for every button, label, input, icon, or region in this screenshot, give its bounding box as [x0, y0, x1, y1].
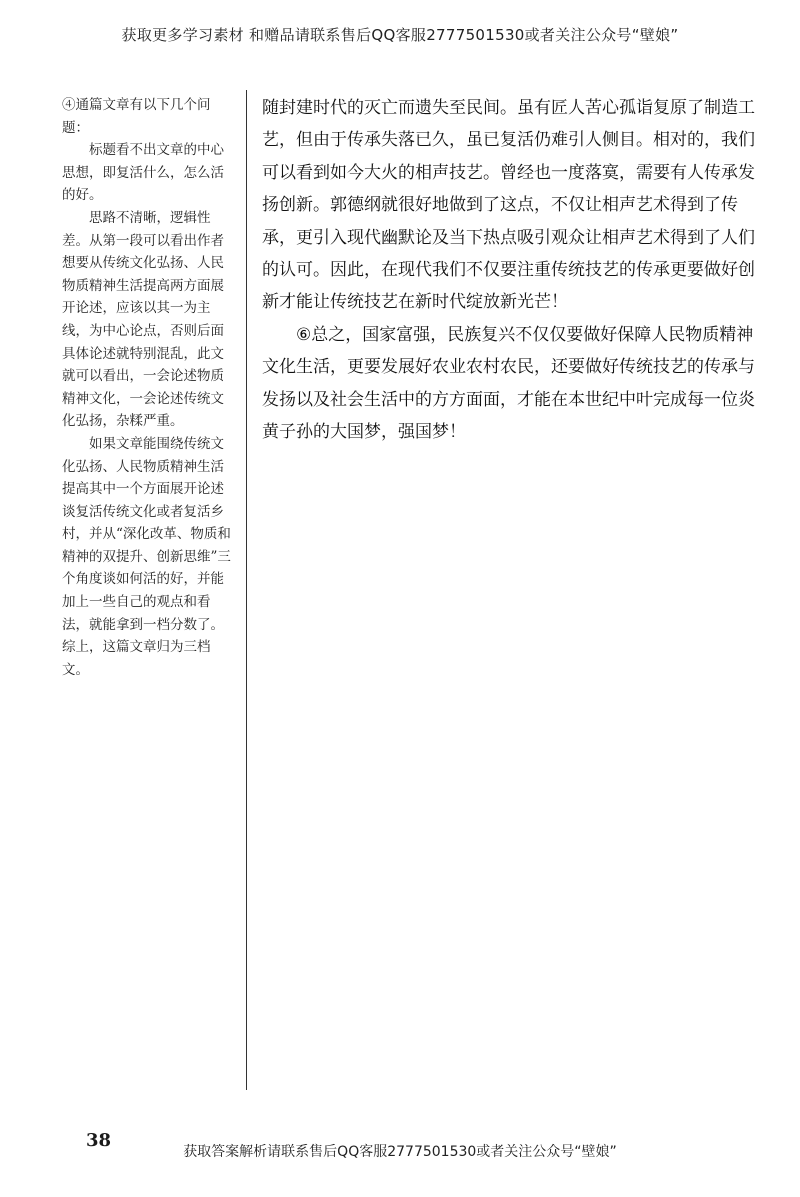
comment-column [62, 94, 234, 681]
page-number: 38 [86, 1130, 112, 1151]
comment-paragraph: ④通篇文章有以下几个问题： [62, 97, 211, 136]
page-footer-banner: 获取答案解析请联系售后QQ客服2777501530或者关注公众号“壁娘” [183, 1144, 617, 1160]
essay-column [262, 92, 762, 448]
essay-paragraph: 随封建时代的灭亡而遗失至民间。虽有匠人苦心孤诣复原了制造工艺，但由于传承失落已久，虽已复活仍难引人侧目。相对的，我们可以看到如今大火的相声技艺。曾经也一度落寞，需要有人传承发扬创新。郭德纲就很好地做到了这点，不仅让相声艺术得到了传承，更引入现代幽默论及当下热点吸引观众让相声艺术得到了人们的认可。因此，在现代我们不仅要注重传统技艺的传承更要做好创新才能让传统技艺在新时代绽放新光芒！ [262, 98, 755, 313]
comment-paragraph: 标题看不出文章的中心思想，即复活什么，怎么活的好。 [62, 142, 224, 204]
column-divider [246, 90, 247, 1090]
comment-paragraph: 思路不清晰，逻辑性差。从第一段可以看出作者想要从传统文化弘扬、人民物质精神生活提高两方面展开论述，应该以其一为主线，为中心论点，否则后面具体论述就特别混乱，此文就可以看出，一会论述物质精神文化，一会论述传统文化弘扬，杂糅严重。 [62, 209, 224, 430]
comment-paragraph: 如果文章能围绕传统文化弘扬、人民物质精神生活提高其中一个方面展开论述谈复活传统文化或者复活乡村，并从“深化改革、物质和精神的双提升、创新思维”三个角度谈如何活的好，并能加上一些自己的观点和看法，就能拿到一档分数了。综上，这篇文章归为三档文。 [62, 435, 231, 678]
page-header-banner: 获取更多学习素材 和赠品请联系售后QQ客服2777501530或者关注公众号“壁娘” [121, 26, 679, 44]
essay-paragraph: ⑥总之，国家富强，民族复兴不仅仅要做好保障人民物质精神文化生活，更要发展好农业农村农民，还要做好传统技艺的传承与发扬以及社会生活中的方方面面，才能在本世纪中叶完成每一位炎黄子孙的大国梦，强国梦！ [262, 324, 755, 443]
